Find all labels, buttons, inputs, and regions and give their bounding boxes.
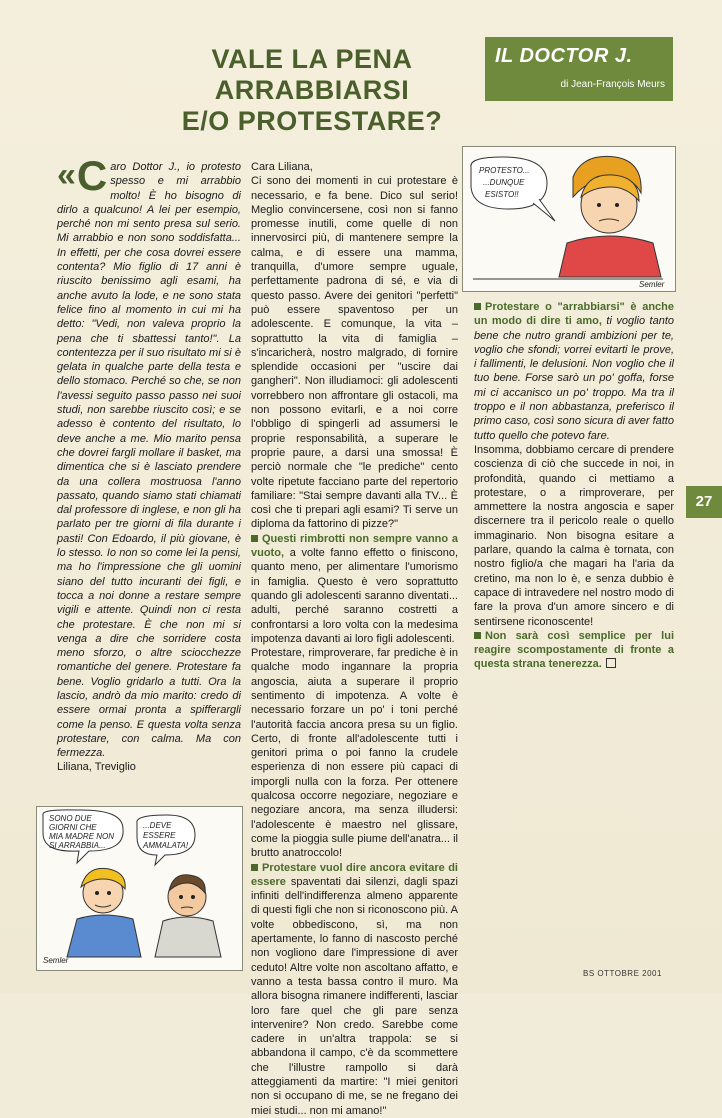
page-footer: BS OTTOBRE 2001	[583, 969, 662, 978]
title-line-3: E/O PROTESTARE?	[181, 106, 443, 136]
bubble-right-line-3: AMMALATA!	[143, 841, 189, 850]
cartoon-bottom-signature: Semler	[43, 956, 69, 965]
reply-paragraph-4-text: spaventati dai silenzi, dagli spazi infiniti dell'indifferenza almeno apparente di questi figli che non si riconoscono più. A volte obbediscono, sì, ma non apertamente, lo fanno di nascosto perché non vogliono dare l'impressione di aver ceduto! Altre volte non ascoltano affatto, e vanno a testa bassa contro il muro. Ma allora bisogna rimanere indifferenti, lasciar loro fare quel che gli pare senza intervenire? Non credo. Sarebbe come cadere in un'altra trappola: se si abbandona il campo, c'è da scommettere che l'illustre rampollo si darà atteggiamenti da martire: "I miei genitori non si occupano di me, se ne fregano dei miei studi... non mi amano!"	[251, 875, 458, 1117]
subhead-4: Protestare o "arrabbiarsi" è anche un modo di dire ti amo,	[474, 301, 674, 328]
title-line-1: VALE LA PENA	[211, 44, 413, 74]
column-author: di Jean-François Meurs	[560, 79, 665, 90]
end-mark-icon	[606, 658, 616, 668]
subhead-5: Non sarà così semplice per lui reagire scompostamente di fronte a questa strana tenerezza.	[474, 629, 674, 671]
bubble-left-line-1: SONO DUE	[49, 814, 92, 823]
reply-paragraph-2-text: a volte fanno effetto o finiscono, quanto meno, per alimentare l'umorismo in famiglia. Questo è vero soprattutto quando gli adolescenti saranno diventati... adulti, perché saranno costretti a confrontarsi a loro volta con la medesima impotenza davanti ai loro figli adolescenti.	[251, 547, 458, 645]
bullet-square	[251, 535, 258, 542]
cartoon-top	[462, 146, 676, 292]
letter-text: aro Dottor J., io protesto spesso e mi arrabbio molto! È ho bisogno di dirlo a qualcuno! A lei per esempio, perché non mi sento presa sul serio. Mi arrabbio e non sono soddisfatta... In effetti, per che cosa dovrei essere contenta? Mio figlio di 17 anni è riuscito benissimo agli esami, ha anche avuto la lode, e ne sono stata felice fino al momento in cui mi ha detto: "Vedi, non valeva proprio la pena che ti sbattessi tanto!". La contentezza per il suo risultato mi si è gelata in qualche parte della testa e dello stomaco. Perché so che, se non l'avessi seguito passo passo nei suoi studi, non sarebbe riuscito così; e se adesso è contento del risultato, lo deve anche a me. Mio marito pensa che dovrei fargli mollare il basket, ma dimentica che si è lasciato prendere da una collera mostruosa l'anno passato, quando siamo stati chiamati dal professore di inglese, e non gli ha parlato per tre giorni di fila durante i pasti! Con Edoardo, il più giovane, è lo stesso. Io non so come lei la pensi, ma ho l'impressione che gli uomini siano del tutto incuranti dei figli, e tocca a noi donne a restare sempre vigili e attente. Quindi non ci resta che protestare. È che non mi si venga a dire che sorridere costa meno sforzo, o altre sciocchezze romantiche del genere. Protestare fa bene. Voglio gridarlo a tutti. Ora la lascio, andrò da mio marito: credo di essere ormai pronta a spifferargli come la penso. E questa volta senza protestare, con calma. Ma con fermezza.	[57, 161, 241, 760]
reader-letter	[57, 152, 241, 775]
letter-signature: Liliana, Treviglio	[57, 761, 136, 774]
cartoon-top-signature: Semler	[639, 280, 665, 289]
drop-cap: C	[76, 152, 108, 199]
reply-paragraph-5	[474, 300, 674, 443]
bubble-left-line-3: MIA MADRE NON	[49, 832, 115, 841]
column-header	[485, 37, 673, 101]
letter-body	[57, 152, 241, 760]
reply-paragraph-6: Insomma, dobbiamo cercare di prendere coscienza di ciò che succede in noi, in profondità, quando ci mettiamo a protestare, o a rimproverare, per ammettere la nostra angoscia e saper discernere tra il pericolo reale o quello immaginario. Non bisogna esitare a parlare, quando la calma è tornata, con nostro figlio/a che magari ha l'aria da cretino, ma non lo è, e senza dubbio è capace di intravedere nel nostro modo di fare la prova d'un amore sincero e di sentirsene riconoscente!	[474, 443, 674, 628]
cartoon-bottom-drawing	[37, 807, 242, 970]
cartoon-top-drawing	[463, 147, 675, 291]
reply-paragraph-4	[251, 861, 458, 1118]
bullet-square	[474, 303, 481, 310]
cartoon-bottom	[36, 806, 243, 971]
subhead-3: Protestare vuol dire ancora evitare di essere	[251, 861, 458, 888]
page-number: 27	[686, 486, 722, 518]
bullet-square	[474, 632, 481, 639]
reply-paragraph-2	[251, 532, 458, 646]
reply-column-1	[251, 160, 458, 1118]
reply-column-2	[474, 300, 674, 672]
bubble-right-line-1: ...DEVE	[143, 821, 172, 830]
bubble-top-line-2: ...DUNQUE	[483, 178, 525, 187]
article-title	[176, 44, 448, 137]
reply-paragraph-3: Protestare, rimproverare, far prediche è in qualche modo ingannare la propria angoscia, aiuta a superare il proprio sentimento di impotenza. A volte è necessario forzare un po' i toni perché l'autorità faccia ancora presa su un figlio. Certo, di fronte all'adolescente tutti i genitori prima o poi fanno la crudele esperienza di non essere più capaci di imporgli nulla con la forza. Per ottenere qualcosa occorre negoziare, negoziare e negoziare ancora, ma senza illudersi: l'adolescente è maestro nel glissare, come la pioggia sulle piume dell'anatra... il brutto anatroccolo!	[251, 647, 458, 860]
title-line-2: ARRABBIARSI	[214, 75, 410, 105]
column-name: IL DOCTOR J.	[495, 45, 633, 67]
bubble-left-line-4: SI ARRABBIA...	[49, 841, 106, 850]
reply-paragraph-1: Ci sono dei momenti in cui protestare è necessario, e fa bene. Dico sul serio! Meglio convincersene, così non si fanno promesse inutili, come quelle di non innervosirci più, di mantenere sempre la calma, e di essere una mamma, tranquilla, d'umore sempre uguale, perfettamente padrona di sé, e via di questo passo. Avere dei genitori "perfetti" può essere spaventoso per un adolescente. E comunque, la vita – soprattutto la vita di famiglia – s'incaricherà, nostro malgrado, di fornire splendide occasioni per "uscire dai gangheri". Non illudiamoci: gli adolescenti vorrebbero non affrontare gli ostacoli, ma non possono evitarli, e a noi corre l'obbligo di spingerli ad assumersi le proprie responsabilità, a superare le proprie paure, a darsi una smossa! È perciò normale che "le prediche" cento volte ripetute facciano parte del repertorio familiare: "Stai sempre davanti alla TV... È così che ti prepari agli esami? Ti serve un diploma da fattorino di pizze?"	[251, 175, 458, 531]
subhead-2: Questi rimbrotti non sempre vanno a vuoto,	[251, 532, 458, 560]
bubble-top-line-3: ESISTO!!	[485, 190, 519, 199]
reply-paragraph-5-text: ti voglio tanto bene che nutro grandi ambizioni per te, voglio che sfondi; vorrei evitarti le prove, i fallimenti, le delusioni. Non voglio che il tuo bene. Forse sarò un po' goffa, forse mi ci accanisco un po' troppo. Ma tra il troppo e il non abbastanza, preferisco il primo caso, così sono sicura di aver fatto tutto quello che potevo fare.	[474, 315, 674, 442]
bubble-top-line-1: PROTESTO...	[479, 166, 530, 175]
bullet-square	[251, 864, 258, 871]
bubble-right-line-2: ESSERE	[143, 831, 176, 840]
reply-greeting: Cara Liliana,	[251, 161, 313, 173]
reply-closing	[474, 629, 674, 672]
opening-quote: «	[57, 156, 76, 194]
bubble-left-line-2: GIORNI CHE	[49, 823, 97, 832]
